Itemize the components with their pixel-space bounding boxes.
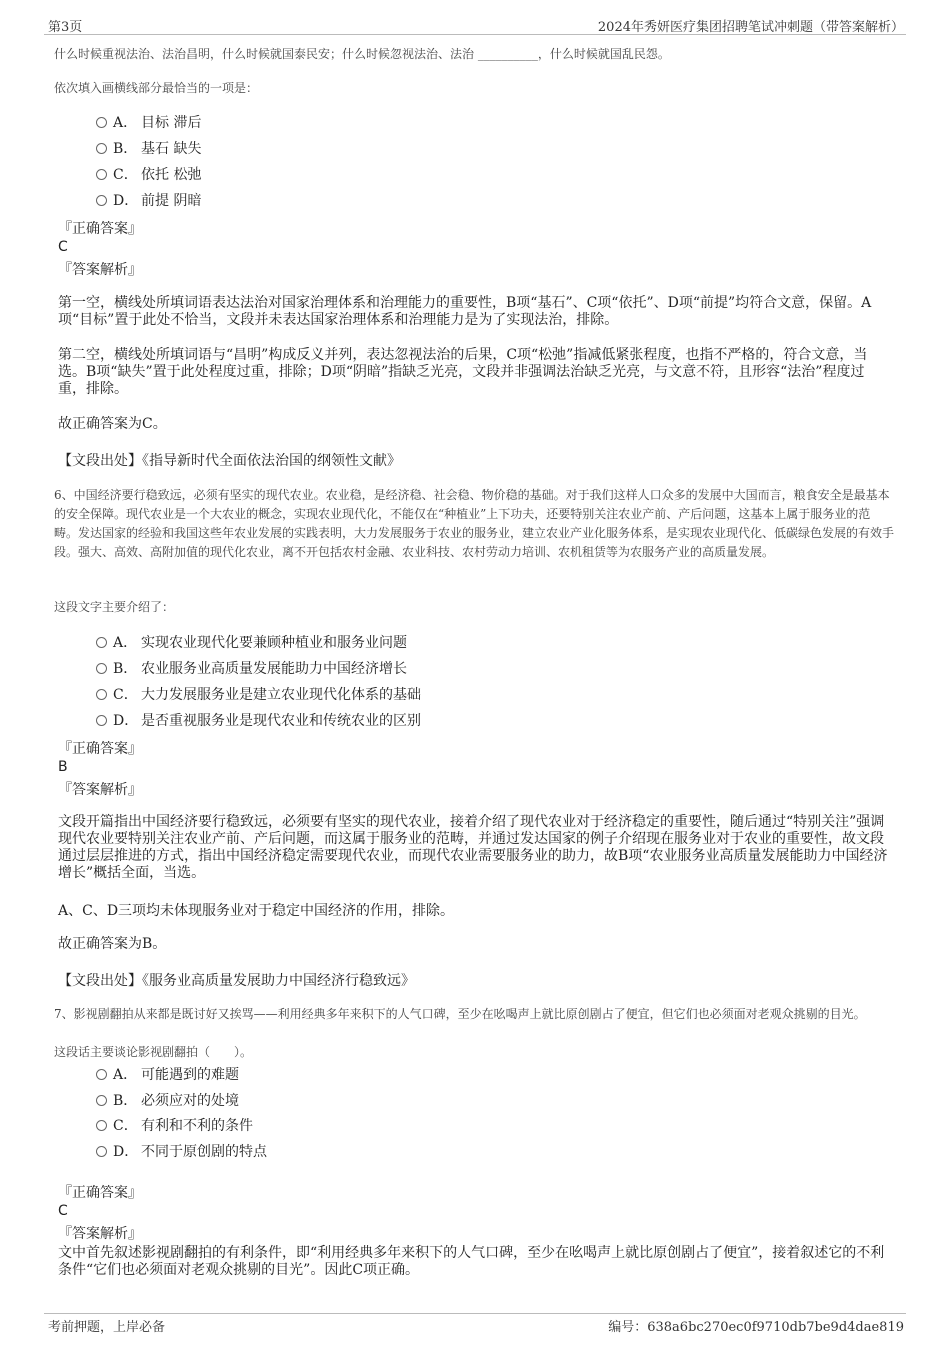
question-stem: 7、影视剧翻拍从来都是既讨好又挨骂——利用经典多年来积下的人气口碑，至少在吆喝声上就比原创剧占了便宜，但它们也必须面对老观众挑剔的目光。 [54,1007,866,1021]
analysis-paragraph: 文中首先叙述影视剧翻拍的有利条件，即“利用经典多年来积下的人气口碑，至少在吆喝声上就比原创剧占了便宜”，接着叙述它的不利条件“它们也必须面对老观众挑剔的目光”。因此C项正确。 [58,1245,885,1278]
option-c[interactable]: C． 有利和不利的条件 [96,1115,253,1137]
analysis-conclusion: 故正确答案为B。 [58,936,167,952]
answer-value: C [58,1203,68,1219]
question-prompt: 这段文字主要介绍了： [54,600,175,614]
radio-icon[interactable] [96,143,107,154]
answer-label: 『正确答案』 [58,221,142,237]
page-number: 第3页 [48,20,83,35]
passage-source: 【文段出处】《指导新时代全面依法治国的纲领性文献》 [58,453,401,469]
answer-value: C [58,239,68,255]
radio-icon[interactable] [96,1069,107,1080]
document-title: 2024年秀妍医疗集团招聘笔试冲刺题（带答案解析） [597,20,904,35]
question-prompt: 依次填入画横线部分最恰当的一项是： [54,81,259,95]
document-code: 编号：638a6bc270ec0f9710db7be9d4dae819 [608,1320,904,1335]
radio-icon[interactable] [96,637,107,648]
radio-icon[interactable] [96,195,107,206]
option-d[interactable]: D． 前提 阴暗 [96,190,201,212]
analysis-label: 『答案解析』 [58,262,142,278]
radio-icon[interactable] [96,1095,107,1106]
option-b[interactable]: B． 农业服务业高质量发展能助力中国经济增长 [96,658,407,680]
analysis-label: 『答案解析』 [58,1226,142,1242]
footer-slogan: 考前押题，上岸必备 [48,1320,166,1335]
radio-icon[interactable] [96,117,107,128]
question-prompt: 这段话主要谈论影视剧翻拍（ ）。 [54,1045,253,1059]
analysis-paragraph: 第一空，横线处所填词语表达法治对国家治理体系和治理能力的重要性，B项“基石”、C项“依托”、D项“前提”均符合文意，保留。A项“目标”置于此处不恰当，文段并未表达国家治理体系和治理能力是为了实现法治，排除。 [58,295,872,328]
question-stem: 什么时候重视法治、法治昌明，什么时候就国泰民安；什么时候忽视法治、法治 __________，什么时候就国乱民怨。 [54,47,670,61]
radio-icon[interactable] [96,715,107,726]
analysis-label: 『答案解析』 [58,782,142,798]
option-c[interactable]: C． 大力发展服务业是建立农业现代化体系的基础 [96,684,421,706]
option-c[interactable]: C． 依托 松弛 [96,164,201,186]
passage-source: 【文段出处】《服务业高质量发展助力中国经济行稳致远》 [58,973,415,989]
option-d[interactable]: D． 不同于原创剧的特点 [96,1141,267,1163]
question-stem: 6、中国经济要行稳致远，必须有坚实的现代农业。农业稳，是经济稳、社会稳、物价稳的基础。对于我们这样人口众多的发展中大国而言，粮食安全是最基本的安全保障。现代农业是一个大农业的概念，实现农业现代化，不能仅在“种植业”上下功夫，还要特别关注农业产前、产后问题，这基本上属于服务业的范畴。发达国家的经验和我国这些年农业发展的实践表明，大力发展服务于农业的服务业，建立农业产业化服务体系，是实现农业现代化、低碳绿色发展的有效手段。强大、高效、高附加值的现代化农业，离不开包括农村金融、农业科技、农村劳动力培训、农机租赁等为农服务产业的高质量发展。 [54,488,895,559]
analysis-conclusion: 故正确答案为C。 [58,416,167,432]
radio-icon[interactable] [96,663,107,674]
radio-icon[interactable] [96,689,107,700]
option-a[interactable]: A． 实现农业现代化要兼顾种植业和服务业问题 [96,632,407,654]
page-footer [44,1313,906,1338]
analysis-paragraph: A、C、D三项均未体现服务业对于稳定中国经济的作用，排除。 [58,903,455,919]
analysis-paragraph: 文段开篇指出中国经济要行稳致远，必须要有坚实的现代农业，接着介绍了现代农业对于经济稳定的重要性，随后通过“特别关注”强调现代农业要特别关注农业产前、产后问题，而这属于服务业的范畴，并通过发达国家的例子介绍现在服务业对于农业的重要性，故文段通过层层推进的方式，指出中国经济稳定需要现代农业，而现代农业需要服务业的助力，故B项“农业服务业高质量发展能助力中国经济增长”概括全面，当选。 [58,814,888,881]
radio-icon[interactable] [96,1120,107,1131]
option-d[interactable]: D． 是否重视服务业是现代农业和传统农业的区别 [96,710,421,732]
option-a[interactable]: A． 可能遇到的难题 [96,1064,239,1086]
option-b[interactable]: B． 必须应对的处境 [96,1090,239,1112]
analysis-paragraph: 第二空，横线处所填词语与“昌明”构成反义并列，表达忽视法治的后果，C项“松弛”指减低紧张程度，也指不严格的，符合文意，当选。B项“缺失”置于此处程度过重，排除；D项“阴暗”指缺乏光亮，文段并非强调法治缺乏光亮，与文意不符，且形容“法治”程度过重，排除。 [58,347,868,397]
option-b[interactable]: B． 基石 缺失 [96,138,201,160]
answer-label: 『正确答案』 [58,741,142,757]
radio-icon[interactable] [96,1146,107,1157]
answer-label: 『正确答案』 [58,1185,142,1201]
page-header [44,14,906,35]
radio-icon[interactable] [96,169,107,180]
option-a[interactable]: A． 目标 滞后 [96,112,201,134]
answer-value: B [58,759,68,775]
